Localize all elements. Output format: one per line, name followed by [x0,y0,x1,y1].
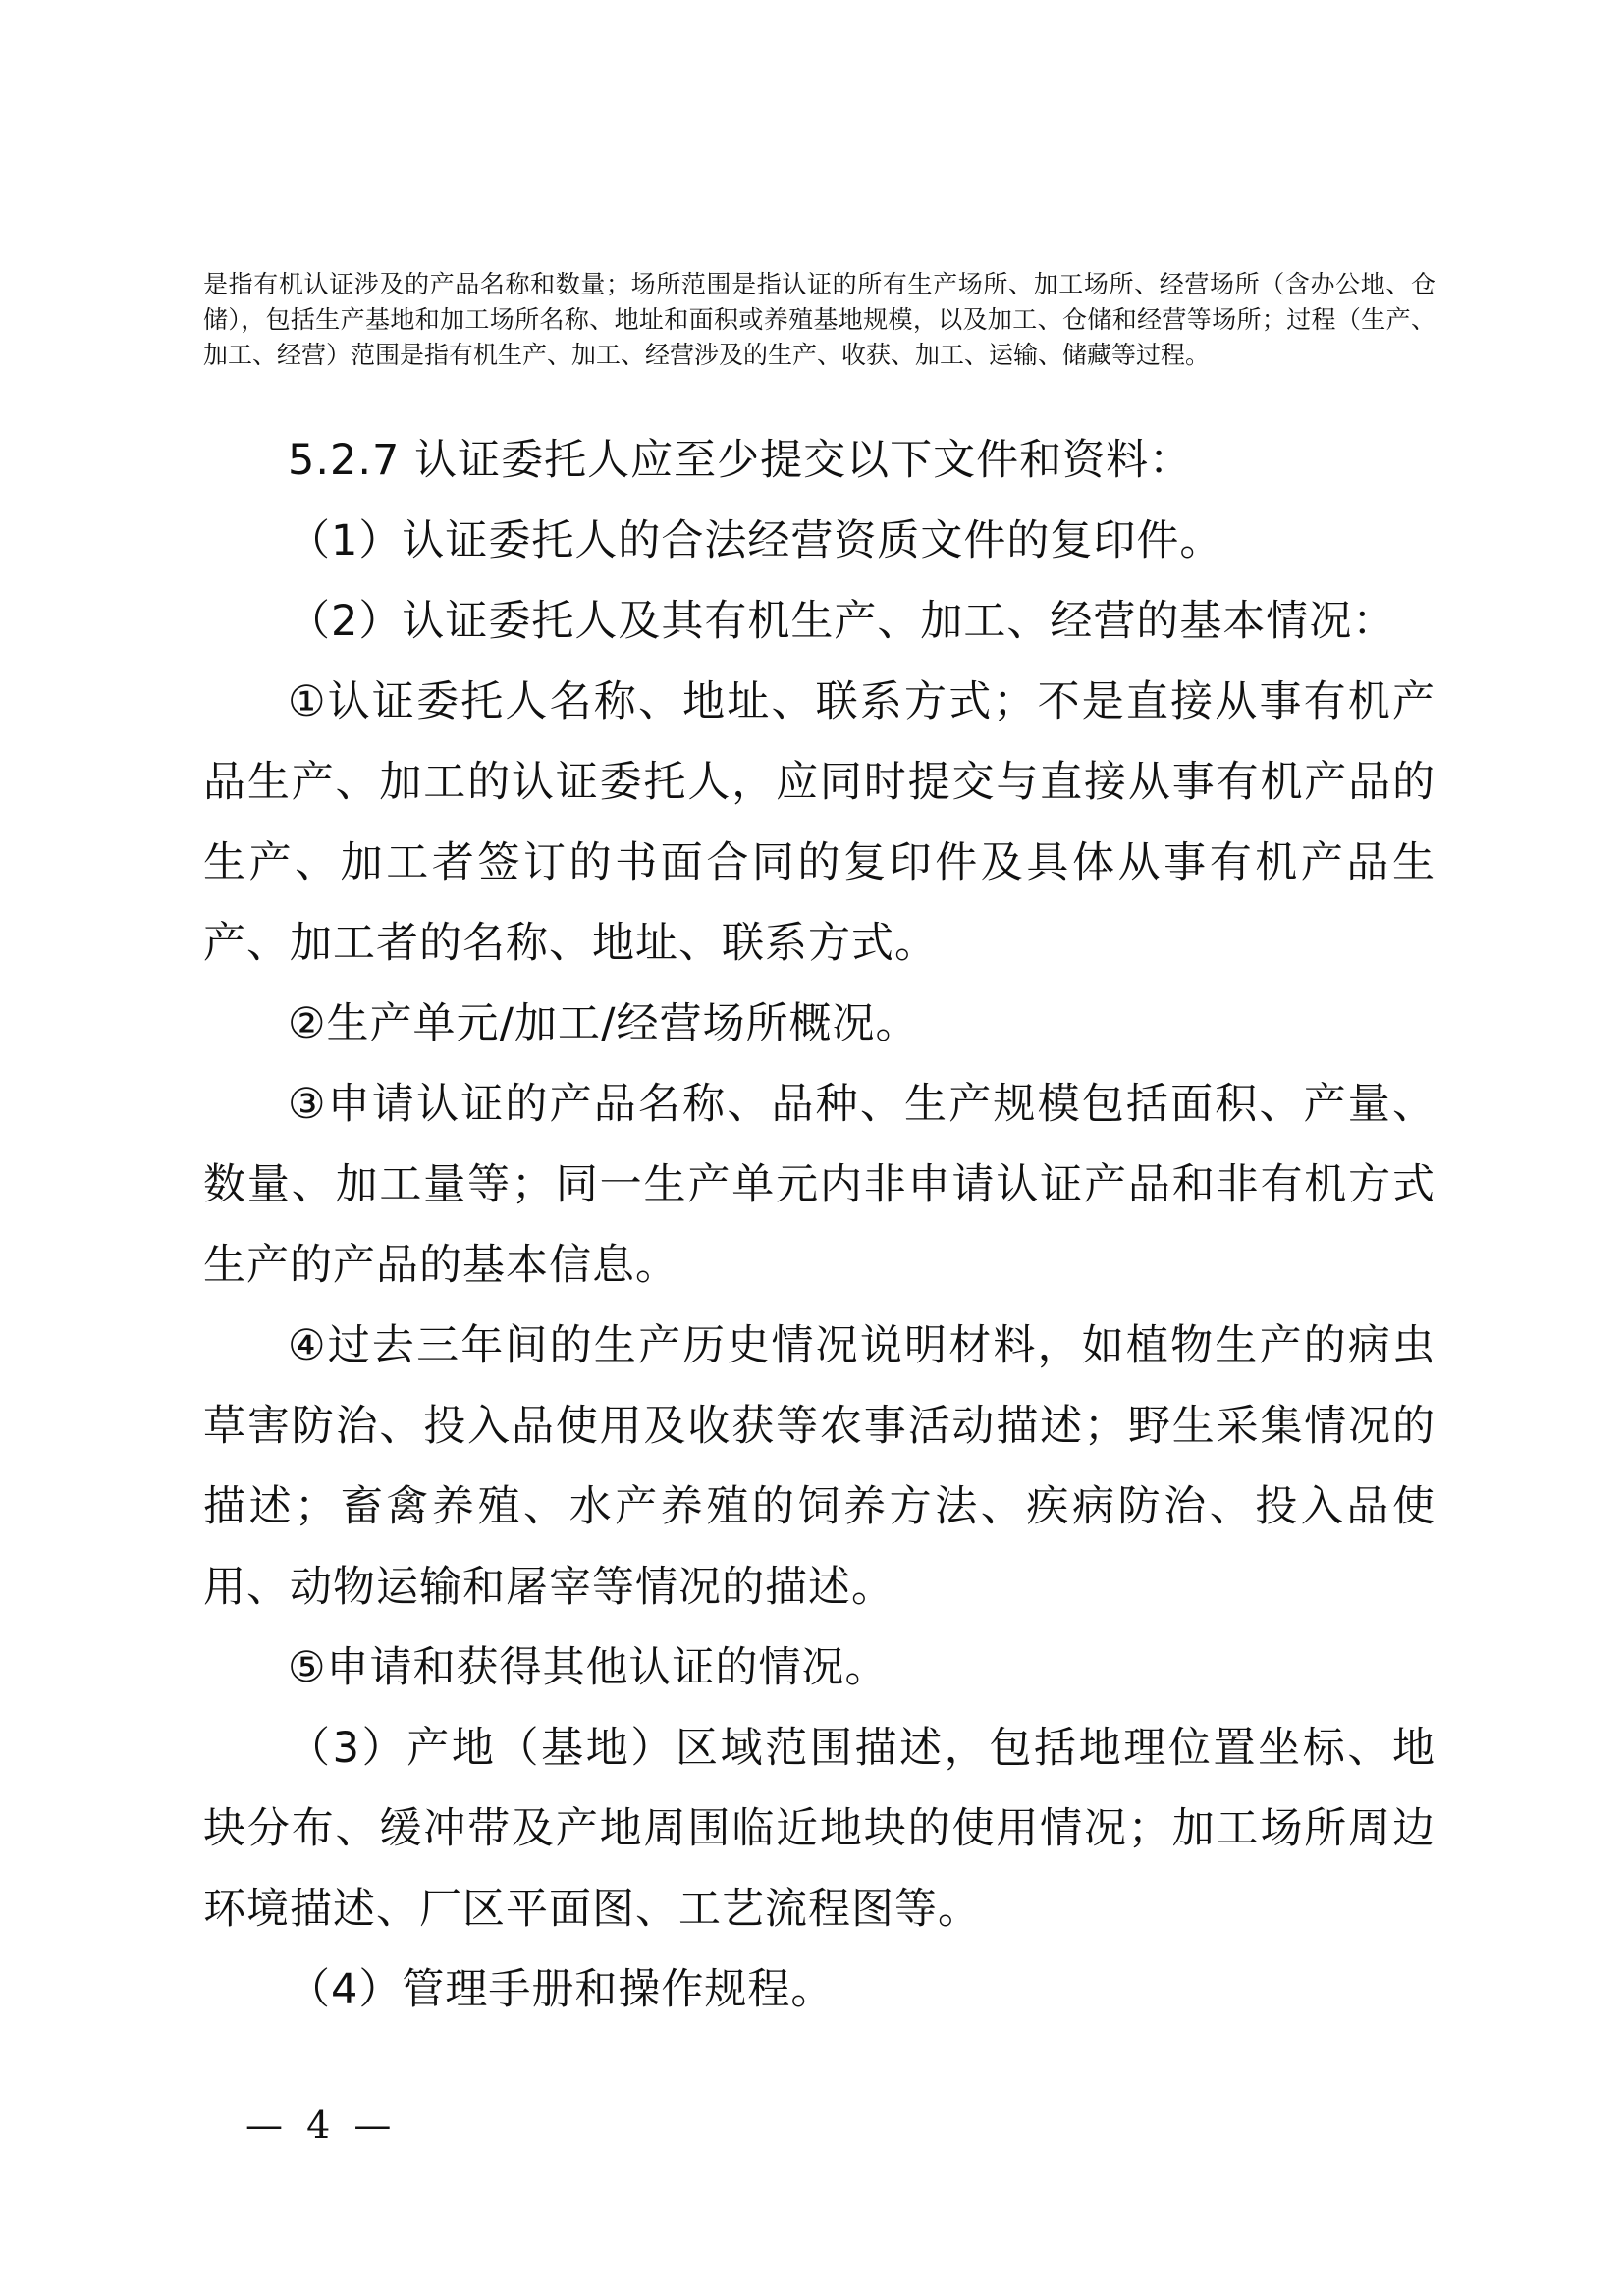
paragraph-subitem-5: ⑤申请和获得其他认证的情况。 [288,1643,889,1692]
paragraph-section-5-2-7: 5.2.7 认证委托人应至少提交以下文件和资料： [288,436,1193,485]
paragraph-item-2: （2）认证委托人及其有机生产、加工、经营的基本情况： [288,597,1396,646]
paragraph-subitem-2: ②生产单元/加工/经营场所概况。 [288,999,919,1048]
paragraph-subitem-3: ③申请认证的产品名称、品种、生产规模包括面积、产量、数量、加工量等；同一生产单元内非申请认证产品和非有机方式生产的产品的基本信息。 [203,1080,1435,1290]
top-note-paragraph: 是指有机认证涉及的产品名称和数量；场所范围是指认证的所有生产场所、加工场所、经营场所（含办公地、仓储），包括生产基地和加工场所名称、地址和面积或养殖基地规模，以及加工、仓储和经营等场所；过程（生产、加工、经营）范围是指有机生产、加工、经营涉及的生产、收获、加工、运输、储藏等过程。 [203,270,1435,369]
paragraph-subitem-1: ①认证委托人名称、地址、联系方式；不是直接从事有机产品生产、加工的认证委托人，应同时提交与直接从事有机产品的生产、加工者签订的书面合同的复印件及具体从事有机产品生产、加工者的名称、地址、联系方式。 [203,677,1435,968]
paragraph-item-3: （3）产地（基地）区域范围描述，包括地理位置坐标、地块分布、缓冲带及产地周围临近地块的使用情况；加工场所周边环境描述、厂区平面图、工艺流程图等。 [203,1724,1435,1934]
paragraph-item-1: （1）认证委托人的合法经营资质文件的复印件。 [288,516,1223,565]
page-number: — 4 — [245,2104,398,2147]
paragraph-subitem-4: ④过去三年间的生产历史情况说明材料，如植物生产的病虫草害防治、投入品使用及收获等农事活动描述；野生采集情况的描述；畜禽养殖、水产养殖的饲养方法、疾病防治、投入品使用、动物运输和屠宰等情况的描述。 [203,1321,1435,1612]
paragraph-item-4: （4）管理手册和操作规程。 [288,1965,835,2014]
body-text [203,420,1435,2030]
